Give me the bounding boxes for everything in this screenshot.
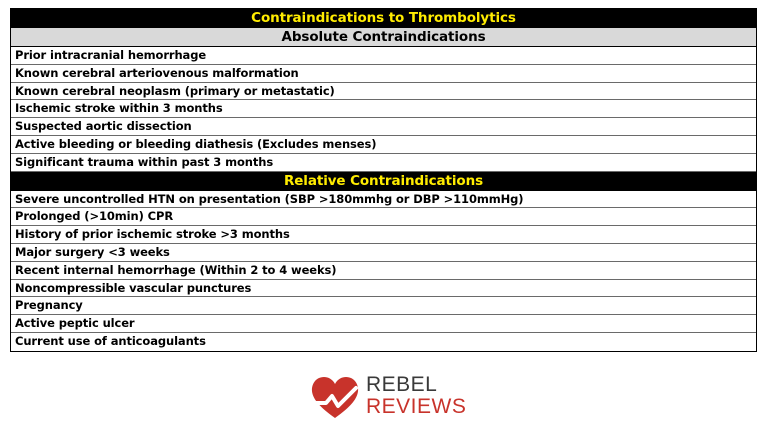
table-row: Prior intracranial hemorrhage [11, 47, 756, 65]
logo-text [366, 374, 466, 418]
rebel-reviews-logo [310, 374, 470, 422]
absolute-heading: Absolute Contraindications [11, 28, 756, 47]
table-row: History of prior ischemic stroke >3 months [11, 226, 756, 244]
table-row: Active peptic ulcer [11, 315, 756, 333]
table-row: Known cerebral arteriovenous malformation [11, 65, 756, 83]
table-row: Major surgery <3 weeks [11, 244, 756, 262]
table-row: Active bleeding or bleeding diathesis (Excludes menses) [11, 136, 756, 154]
table-row: Prolonged (>10min) CPR [11, 208, 756, 226]
table-row: Current use of anticoagulants [15, 333, 206, 348]
table-row: Significant trauma within past 3 months [11, 154, 756, 172]
table-row: Noncompressible vascular punctures [11, 280, 756, 298]
table-row: Suspected aortic dissection [11, 118, 756, 136]
table-title: Contraindications to Thrombolytics [11, 9, 756, 28]
logo-line2: REVIEWS [366, 395, 467, 418]
table-row: Severe uncontrolled HTN on presentation (SBP >180mmhg or DBP >110mmHg) [11, 191, 756, 209]
table-row: Known cerebral neoplasm (primary or metastatic) [11, 83, 756, 101]
relative-heading: Relative Contraindications [11, 172, 756, 191]
table-row: Recent internal hemorrhage (Within 2 to 4 weeks) [11, 262, 756, 280]
heart-check-icon [310, 376, 360, 420]
logo-line1: REBEL [366, 373, 438, 396]
table-row: Pregnancy [11, 297, 756, 315]
contraindications-table [10, 8, 757, 352]
table-row: Ischemic stroke within 3 months [11, 100, 756, 118]
